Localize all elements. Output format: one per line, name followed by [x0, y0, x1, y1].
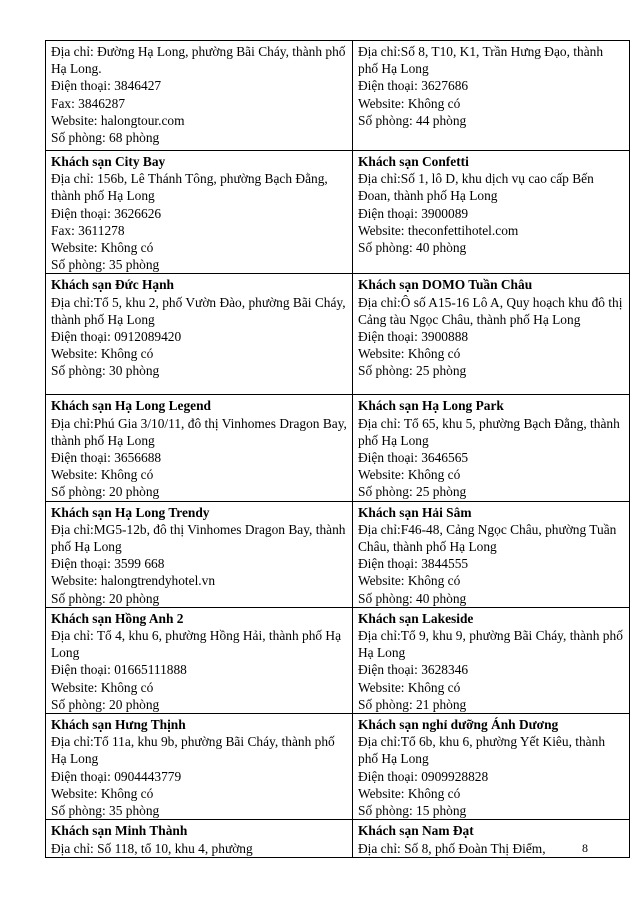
website-line: Website: Không có: [358, 785, 461, 801]
phone-line: Điện thoại: 3844555: [358, 556, 469, 572]
hotel-table: [45, 40, 630, 858]
website-line: Website: Không có: [358, 679, 461, 695]
hotel-cell: [353, 501, 630, 607]
website-line: Website: Không có: [358, 346, 461, 362]
phone-line: Điện thoại: 0909928828: [358, 768, 489, 784]
hotel-name: Khách sạn Hưng Thịnh: [51, 717, 186, 733]
hotel-cell: [353, 274, 630, 395]
fax-line: Fax: 3846287: [51, 95, 126, 111]
table-row: [46, 501, 630, 607]
rooms-line: Số phòng: 44 phòng: [358, 112, 467, 128]
phone-line: Điện thoại: 3846427: [51, 78, 162, 94]
phone-line: Điện thoại: 0904443779: [51, 768, 182, 784]
address-line: Địa chỉ: Số 118, tổ 10, khu 4, phường: [51, 840, 253, 856]
website-line: Website: Không có: [51, 240, 154, 256]
hotel-cell: [353, 714, 630, 820]
address-line: Địa chỉ:Tổ 11a, khu 9b, phường Bãi Cháy, thành phố Hạ Long: [51, 734, 335, 767]
website-line: Website: Không có: [51, 679, 154, 695]
hotel-name: Khách sạn Nam Đạt: [358, 823, 474, 839]
hotel-name: Khách sạn nghỉ dưỡng Ánh Dương: [358, 717, 559, 733]
address-line: Địa chỉ: Đường Hạ Long, phường Bãi Cháy, thành phố Hạ Long.: [51, 44, 346, 77]
table-row: [46, 714, 630, 820]
address-line: Địa chỉ:MG5-12b, đô thị Vinhomes Dragon Bay, thành phố Hạ Long: [51, 521, 346, 555]
phone-line: Điện thoại: 3627686: [358, 78, 469, 94]
rooms-line: Số phòng: 20 phòng: [51, 484, 160, 500]
address-line: Địa chỉ:Phú Gia 3/10/11, đô thị Vinhomes Dragon Bay, thành phố Hạ Long: [51, 415, 347, 448]
hotel-cell: [353, 41, 630, 151]
rooms-line: Số phòng: 25 phòng: [358, 363, 467, 379]
hotel-name: Khách sạn City Bay: [51, 154, 166, 169]
phone-line: Điện thoại: 3626626: [51, 205, 162, 221]
rooms-line: Số phòng: 30 phòng: [51, 363, 160, 379]
address-line: Địa chỉ: 156b, Lê Thánh Tông, phường Bạch Đằng, thành phố Hạ Long: [51, 171, 328, 204]
hotel-name: Khách sạn Hạ Long Legend: [51, 398, 211, 414]
website-line: Website: Không có: [51, 467, 154, 483]
hotel-cell: [353, 151, 630, 274]
rooms-line: Số phòng: 25 phòng: [358, 484, 467, 500]
hotel-name: Khách sạn Đức Hạnh: [51, 277, 175, 293]
hotel-cell: [46, 820, 353, 857]
table-row: [46, 820, 630, 857]
rooms-line: Số phòng: 35 phòng: [51, 257, 160, 273]
phone-line: Điện thoại: 0912089420: [51, 329, 182, 345]
table-row: [46, 274, 630, 395]
rooms-line: Số phòng: 35 phòng: [51, 803, 160, 819]
table-row: [46, 607, 630, 713]
website-line: Website: halongtrendyhotel.vn: [51, 573, 216, 589]
phone-line: Điện thoại: 3656688: [51, 450, 162, 466]
hotel-name: Khách sạn Lakeside: [358, 610, 474, 626]
website-line: Website: theconfettihotel.com: [358, 222, 519, 238]
table-row: [46, 151, 630, 274]
address-line: Địa chỉ: Tổ 4, khu 6, phường Hồng Hải, thành phố Hạ Long: [51, 628, 342, 661]
address-line: Địa chỉ:Số 1, lô D, khu dịch vụ cao cấp Bến Đoan, thành phố Hạ Long: [358, 171, 594, 204]
hotel-cell: [46, 714, 353, 820]
address-line: Địa chỉ:Ô số A15-16 Lô A, Quy hoạch khu đô thị Cảng tàu Ngọc Châu, thành phố Hạ Long: [358, 294, 623, 327]
rooms-line: Số phòng: 21 phòng: [358, 696, 467, 712]
phone-line: Điện thoại: 3628346: [358, 662, 469, 678]
hotel-cell: [46, 151, 353, 274]
website-line: Website: Không có: [358, 467, 461, 483]
hotel-name: Khách sạn Hồng Anh 2: [51, 610, 184, 626]
address-line: Địa chỉ:Tổ 9, khu 9, phường Bãi Cháy, thành phố Hạ Long: [358, 628, 623, 661]
rooms-line: Số phòng: 20 phòng: [51, 696, 160, 712]
hotel-name: Khách sạn Hạ Long Park: [358, 398, 504, 414]
rooms-line: Số phòng: 15 phòng: [358, 803, 467, 819]
rooms-line: Số phòng: 40 phòng: [358, 240, 467, 256]
phone-line: Điện thoại: 3646565: [358, 450, 469, 466]
page-number: 8: [582, 841, 588, 855]
address-line: Địa chỉ: Số 8, phố Đoàn Thị Điểm,: [358, 840, 546, 856]
address-line: Địa chỉ:Tổ 5, khu 2, phố Vườn Đào, phường Bãi Cháy, thành phố Hạ Long: [51, 294, 346, 327]
hotel-name: Khách sạn Hạ Long Trendy: [51, 504, 210, 520]
address-line: Địa chỉ:Tổ 6b, khu 6, phường Yết Kiêu, thành phố Hạ Long: [358, 734, 606, 767]
phone-line: Điện thoại: 3599 668: [51, 556, 165, 572]
hotel-cell: [46, 501, 353, 607]
hotel-cell: [46, 395, 353, 501]
address-line: Địa chỉ: Tổ 65, khu 5, phường Bạch Đằng, thành phố Hạ Long: [358, 415, 620, 448]
hotel-name: Khách sạn Minh Thành: [51, 823, 188, 839]
hotel-name: Khách sạn Hải Sâm: [358, 504, 472, 520]
rooms-line: Số phòng: 68 phòng: [51, 130, 160, 146]
hotel-cell: [353, 395, 630, 501]
hotel-name: Khách sạn Confetti: [358, 154, 469, 169]
table-row: [46, 395, 630, 501]
hotel-name: Khách sạn DOMO Tuần Châu: [358, 277, 533, 293]
website-line: Website: halongtour.com: [51, 112, 185, 128]
hotel-cell: [46, 41, 353, 151]
address-line: Địa chỉ:F46-48, Cảng Ngọc Châu, phường Tuần Châu, thành phố Hạ Long: [358, 521, 617, 555]
website-line: Website: Không có: [358, 573, 461, 589]
hotel-cell: [46, 607, 353, 713]
hotel-cell: [353, 607, 630, 713]
website-line: Website: Không có: [358, 95, 461, 111]
rooms-line: Số phòng: 20 phòng: [51, 590, 160, 606]
website-line: Website: Không có: [51, 346, 154, 362]
address-line: Địa chỉ:Số 8, T10, K1, Trần Hưng Đạo, thành phố Hạ Long: [358, 44, 604, 77]
table-row: [46, 41, 630, 151]
website-line: Website: Không có: [51, 785, 154, 801]
rooms-line: Số phòng: 40 phòng: [358, 590, 467, 606]
phone-line: Điện thoại: 3900089: [358, 205, 469, 221]
phone-line: Điện thoại: 01665111888: [51, 662, 187, 678]
phone-line: Điện thoại: 3900888: [358, 329, 469, 345]
hotel-cell: [46, 274, 353, 395]
fax-line: Fax: 3611278: [51, 222, 125, 238]
